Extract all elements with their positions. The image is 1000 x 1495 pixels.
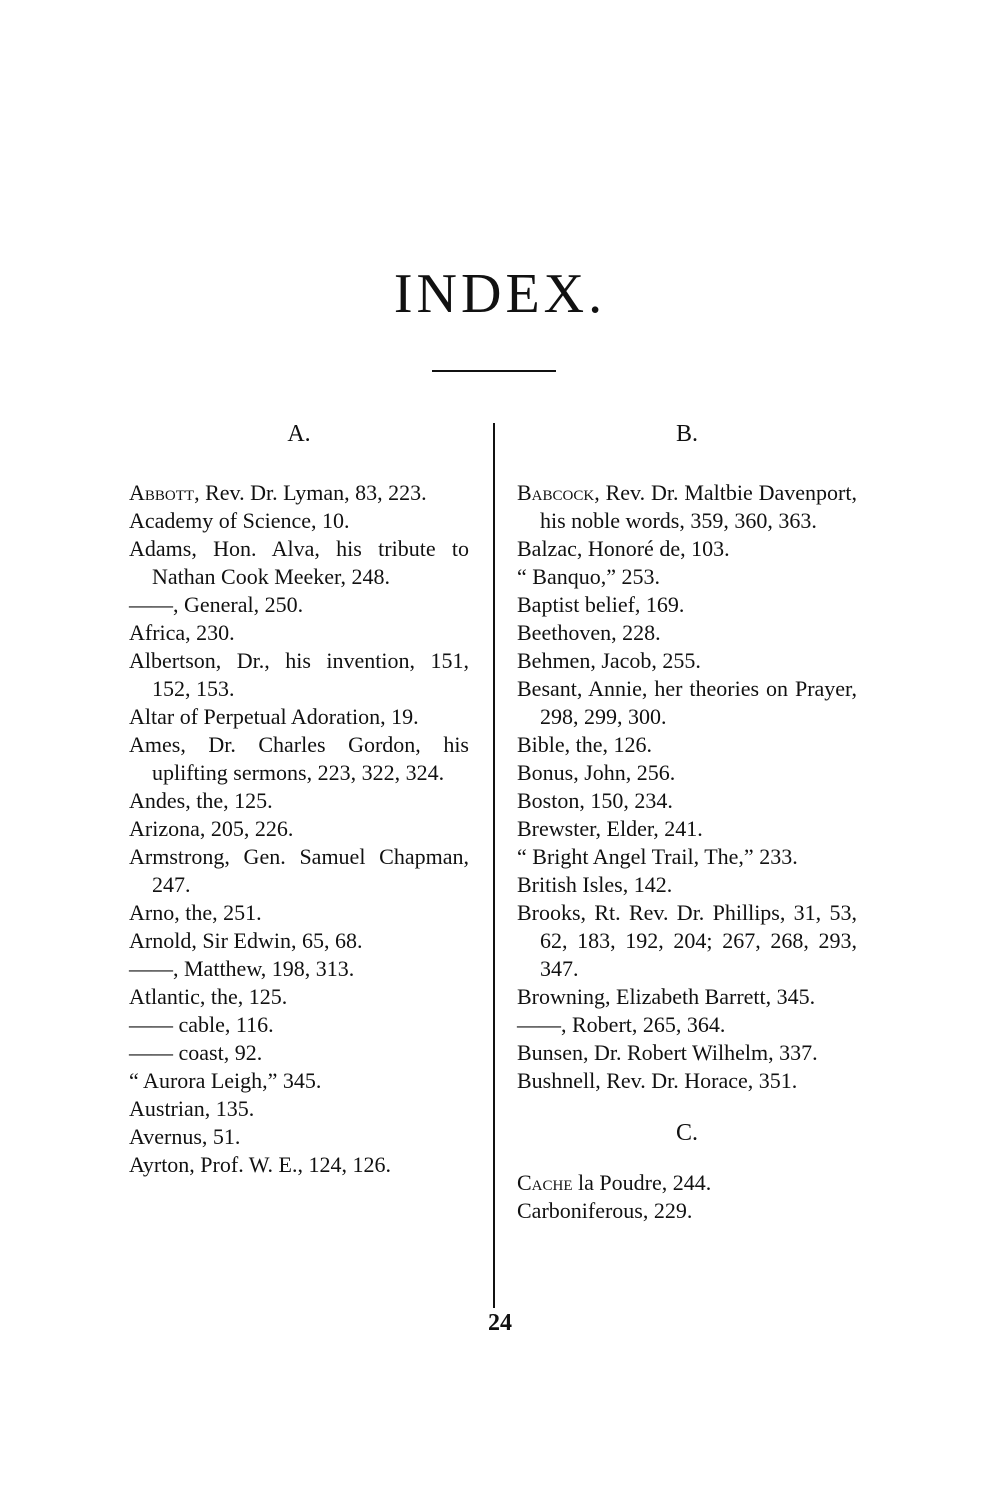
entries-a <box>129 479 469 1179</box>
index-entry <box>517 1039 857 1067</box>
section-letter-b: B. <box>675 421 698 447</box>
index-entry <box>129 983 469 1011</box>
section-letter-a: A. <box>287 421 311 447</box>
index-column-left <box>129 420 469 1179</box>
index-entry <box>517 619 857 647</box>
entry-text: “ Banquo,” 253. <box>517 564 660 589</box>
index-entry <box>129 479 469 507</box>
entry-text: Carboniferous, 229. <box>517 1198 693 1223</box>
entry-text: —— cable, 116. <box>129 1012 274 1037</box>
section-letter-c: C. <box>675 1120 698 1146</box>
entry-text: —— coast, 92. <box>129 1040 263 1065</box>
entry-text: Armstrong, Gen. Samuel Chapman, 247. <box>129 844 469 897</box>
index-entry <box>129 703 469 731</box>
entry-text: Africa, 230. <box>129 620 235 645</box>
index-entry <box>129 927 469 955</box>
entry-text: Austrian, 135. <box>129 1096 255 1121</box>
entry-text: Browning, Elizabeth Barrett, 345. <box>517 984 816 1009</box>
entry-text: Arizona, 205, 226. <box>129 816 294 841</box>
index-entry <box>129 1067 469 1095</box>
index-entry <box>517 591 857 619</box>
entry-text: Baptist belief, 169. <box>517 592 685 617</box>
index-entry <box>129 955 469 983</box>
entry-text: Albertson, Dr., his invention, 151, 152, 153. <box>129 648 469 701</box>
index-entry <box>517 843 857 871</box>
index-entry <box>129 899 469 927</box>
index-entry <box>129 507 469 535</box>
entry-text: Ayrton, Prof. W. E., 124, 126. <box>129 1152 391 1177</box>
index-entry <box>129 1095 469 1123</box>
entry-text: Behmen, Jacob, 255. <box>517 648 701 673</box>
entry-text: Brewster, Elder, 241. <box>517 816 703 841</box>
entry-text: Andes, the, 125. <box>129 788 273 813</box>
index-entry <box>129 1011 469 1039</box>
entry-text: , Rev. Dr. Maltbie Davenport, his noble words, 359, 360, 363. <box>540 480 857 533</box>
index-entry <box>517 479 857 535</box>
index-entry <box>129 815 469 843</box>
column-divider <box>493 423 495 1308</box>
entry-text: Atlantic, the, 125. <box>129 984 288 1009</box>
index-entry <box>517 1197 857 1225</box>
entry-lead: Babcock <box>517 480 595 505</box>
entry-text: Ames, Dr. Charles Gordon, his uplifting sermons, 223, 322, 324. <box>129 732 469 785</box>
index-entry <box>129 535 469 591</box>
entry-lead: Abbott <box>129 480 195 505</box>
index-entry <box>517 983 857 1011</box>
entry-text: ——, Robert, 265, 364. <box>517 1012 726 1037</box>
entry-text: Brooks, Rt. Rev. Dr. Phillips, 31, 53, 62, 183, 192, 204; 267, 268, 293, 347. <box>517 900 857 981</box>
index-entry <box>517 675 857 731</box>
title-rule <box>432 370 556 372</box>
entry-text: Altar of Perpetual Adoration, 19. <box>129 704 419 729</box>
entry-text: la Poudre, 244. <box>572 1170 712 1195</box>
entry-text: Avernus, 51. <box>129 1124 241 1149</box>
entry-text: Balzac, Honoré de, 103. <box>517 536 730 561</box>
index-entry <box>517 563 857 591</box>
index-entry <box>129 1151 469 1179</box>
entry-text: ——, General, 250. <box>129 592 304 617</box>
entry-text: Bible, the, 126. <box>517 732 653 757</box>
index-entry <box>517 731 857 759</box>
entry-text: Adams, Hon. Alva, his tribute to Nathan Cook Meeker, 248. <box>129 536 469 589</box>
index-entry <box>517 1169 857 1197</box>
index-entry <box>517 647 857 675</box>
entry-text: Bushnell, Rev. Dr. Horace, 351. <box>517 1068 798 1093</box>
index-entry <box>517 1011 857 1039</box>
entries-c <box>517 1169 857 1225</box>
entry-text: “ Bright Angel Trail, The,” 233. <box>517 844 798 869</box>
entry-text: British Isles, 142. <box>517 872 673 897</box>
entry-text: Besant, Annie, her theories on Prayer, 298, 299, 300. <box>517 676 857 729</box>
index-entry <box>517 759 857 787</box>
index-entry <box>517 535 857 563</box>
entry-text: Bunsen, Dr. Robert Wilhelm, 337. <box>517 1040 818 1065</box>
page-number: 24 <box>488 1310 512 1336</box>
index-entry <box>129 843 469 899</box>
index-entry <box>517 899 857 983</box>
entry-text: Bonus, John, 256. <box>517 760 676 785</box>
entry-text: Arnold, Sir Edwin, 65, 68. <box>129 928 363 953</box>
index-entry <box>129 591 469 619</box>
index-entry <box>129 731 469 787</box>
index-entry <box>129 647 469 703</box>
entry-text: Beethoven, 228. <box>517 620 661 645</box>
entry-lead: Cache <box>517 1170 573 1195</box>
index-entry <box>129 787 469 815</box>
index-entry <box>517 815 857 843</box>
entry-text: “ Aurora Leigh,” 345. <box>129 1068 322 1093</box>
index-entry <box>129 619 469 647</box>
entries-b <box>517 479 857 1095</box>
entry-text: , Rev. Dr. Lyman, 83, 223. <box>194 480 427 505</box>
index-entry <box>129 1123 469 1151</box>
page-title: INDEX. <box>393 263 607 325</box>
entry-text: Boston, 150, 234. <box>517 788 673 813</box>
index-entry <box>517 871 857 899</box>
entry-text: Arno, the, 251. <box>129 900 262 925</box>
index-entry <box>517 1067 857 1095</box>
entry-text: ——, Matthew, 198, 313. <box>129 956 355 981</box>
index-entry <box>129 1039 469 1067</box>
index-entry <box>517 787 857 815</box>
index-column-right <box>517 420 857 1225</box>
entry-text: Academy of Science, 10. <box>129 508 350 533</box>
